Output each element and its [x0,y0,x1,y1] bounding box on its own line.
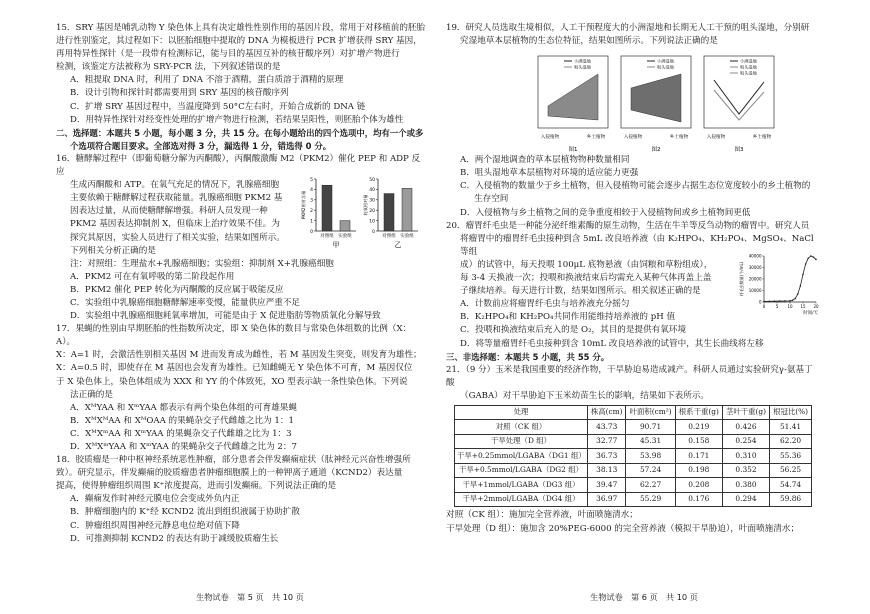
q18-option-b: B．肿瘤细胞内的 K⁺经 KCND2 流出到组织液属于协助扩散 [70,507,300,518]
table-cell: 55.29 [626,492,675,507]
table-cell: 54.74 [770,478,812,493]
chart-title: 甲 [332,240,340,249]
table-cell: 0.171 [675,449,722,464]
q16-charts [300,169,428,251]
q19-option-a: A．两个湿地调查的草本层植物物种数量相同 [460,155,630,166]
q16-stem-1: 16．糖酵解过程中（即葡萄糖分解为丙酮酸），丙酮酸激酶 M2（PKM2）催化 PEP 和 ADP 反应 [56,153,421,178]
q20-option-c: C．投喂和换液结束后充入的是 O₂，其目的是提供有氧环境 [460,325,687,336]
q18-option-d: D．可推测抑制 KCND2 的表达有助于减缓胶质瘤生长 [70,533,279,544]
table-cell: 0.198 [675,463,722,478]
legend-label: 小洲湿地 [740,58,757,64]
question-16 [56,153,428,323]
q17-stem-5: 法正确的是 [70,389,113,400]
y-tick-label: 0 [310,229,313,235]
x-tick-label: 对照组 [382,233,396,239]
table-cell: 43.73 [588,420,626,435]
data-point [807,257,809,259]
q16-option-a: A．PKM2 可在有氧呼吸的第二阶段起作用 [70,271,235,282]
q17-option-c: C．XᴹXᵐAA 和 XᵐYAA 的果蝇杂交子代雌雄之比为 1：3 [70,428,292,439]
data-point [810,255,812,257]
x-axis-label: 时间/天 [803,310,818,316]
legend-label: 咀头湿地 [740,70,757,76]
y-tick-label: 30 [369,198,375,204]
x-category-label: 入侵植物 [706,135,726,141]
y-tick-label: 5 [310,177,313,183]
q16-option-c: C．实验组中乳腺癌细胞糖酵解速率变慢，能量供应严重不足 [70,297,301,308]
legend-label: 小洲湿地 [657,58,674,64]
data-point [815,258,817,260]
gaba-results-table [454,405,812,508]
legend-label: 咀头湿地 [657,64,674,70]
q15-stem-2: 进行性别鉴定，其过程如下：以胚胎细胞中提取的 DNA 为模板进行 PCR 扩增获得 SRY 基因， [56,36,422,47]
table-cell: 0.380 [722,478,769,493]
table-cell: 32.77 [588,434,626,449]
x-tick-label: 5 [775,303,779,309]
table-cell: 0.254 [722,434,769,449]
q20-stem-5: 子继续培养。每天进行计数，结果如图所示。相关叙述正确的是 [460,286,701,297]
table-cell: 干旱+0.25mmol/LGABA（DG1 组） [455,449,588,464]
right-page [446,22,818,536]
question-20 [446,220,818,351]
q16-option-d: D．实验组中乳腺癌细胞耗氧率增加，可能是由于 X 促进脂肪等物质氧化分解导致 [70,311,381,322]
data-point [779,300,781,302]
bar [384,193,394,230]
bar [402,188,412,231]
table-cell: 0.294 [722,492,769,507]
series-line [764,256,816,301]
x-tick-label: 对照组 [320,233,334,239]
x-category-label: 入侵植物 [623,135,643,141]
x-tick-label: 0 [762,303,766,309]
data-point [789,300,791,302]
q20-stem-3: 成）的试管中，每天投喂 100μL 底物悬液（由饲粮和草粉组成）， [460,259,713,270]
table-cell: 0.176 [675,492,722,507]
y-tick-label: 40 [369,188,375,194]
y-tick-label: 0 [372,229,375,235]
q18-option-c: C．肿瘤组织周围神经元静息电位绝对值下降 [70,520,240,531]
q16-stem-7: 下列相关分析正确的是 [70,245,156,256]
table-cell: 0.426 [722,420,769,435]
q15-option-a: A．粗提取 DNA 时，利用了 DNA 不溶于酒精，蛋白质溶于酒精的原理 [70,75,344,86]
data-point [784,300,786,302]
q21-after-2: 干旱处理（D 组）：施加含 20%PEG-6000 的完全营养液（模拟干旱胁迫），叶面喷施清水； [446,523,800,534]
data-point [792,299,794,301]
figure-label: 图2 [651,147,661,154]
bar [340,221,350,231]
table-cell: 53.98 [626,449,675,464]
figure-label: 图3 [734,147,744,154]
q18-option-a: A．癫痫发作时神经元膜电位会变成外负内正 [70,494,240,505]
q15-stem-1: 15．SRY 基因是哺乳动物 Y 染色体上具有决定雄性性别作用的基因片段，常用于对移植前的胚胎 [56,23,426,33]
data-point [794,297,796,299]
data-point [805,263,807,265]
q20-option-a: A．计数前应将瘤胃纤毛虫与培养液充分摇匀 [460,299,630,310]
table-cell: 59.86 [770,492,812,507]
table-cell: 干旱+2mmol/LGABA（DG4 组） [455,492,588,507]
q15-option-d: D．用特异性探针对经变性处理的扩增产物进行检测，若结果呈阳性，则胚胎个体为雄性 [70,114,404,125]
q16-stem-2: 生成丙酮酸和 ATP。在氧气充足的情况下，乳腺癌细胞 [70,180,280,191]
q20-growth-chart [738,252,822,316]
data-point [800,285,802,287]
q17-option-a: A．XᴹYAA 和 XᵐYAA 都表示有两个染色体组的可育雄果蝇 [70,402,297,413]
y-tick-label: 0 [758,299,762,305]
question-18 [56,454,428,546]
q21-after-1: 对照（CK 组）：施加完全营养液，叶面喷施清水； [446,510,638,521]
table-header: 株高(cm) [588,405,626,420]
table-header: 茎叶干重(g) [722,405,769,420]
x-category-label: 乡土植物 [586,135,606,141]
y-tick-label: 2 [310,208,313,214]
table-cell: 对照（CK 组） [455,420,588,435]
table-cell: 0.310 [722,449,769,464]
y-tick-label: 10 [369,219,375,225]
question-21 [446,364,818,536]
q19-stem-2: 究湿地草本层植物的生态位特征，结果如图所示。下列说法正确的是 [460,36,718,47]
y-tick-label: 30000 [748,264,762,270]
table-cell: 55.36 [770,449,812,464]
q15-stem-3: 再用特异性探针（是一段带有检测标记，能与目的基因互补的核苷酸序列）对扩增产物进行 [56,49,400,60]
q15-stem-4: 检测，该鉴定方法被称为 SRY-PCR 法，下列叙述错误的是 [56,62,281,73]
q19-option-c: C．入侵植物的数量少于乡土植物，但入侵植物可能会逐步占据生态位宽度较小的乡土植物的 [460,181,811,192]
table-row [455,434,812,449]
table-cell: 45.31 [626,434,675,449]
data-point [763,300,765,302]
table-header: 叶面积(cm²) [626,405,675,420]
table-cell: 56.25 [770,463,812,478]
q16-option-b: B．PKM2 催化 PEP 转化为丙酮酸的反应属于吸能反应 [70,284,284,295]
q16-stem-6: 探究其原因，实验人员进行了相关实验，结果如图所示。 [70,232,285,243]
q16-stem-4: 因表达过量，从而使糖酵解增强。科研人员发现一种 [70,206,268,217]
table-cell: 57.24 [626,463,675,478]
table-header: 处理 [455,405,588,420]
q17-stem-2: X：A=1 时，会激活性别相关基因 M 进而发育成为雌性，若 M 基因发生突变，则发育为雄性； [56,350,422,361]
question-19 [446,22,818,220]
table-row [455,478,812,493]
table-cell: 38.13 [588,463,626,478]
table-row [455,492,812,507]
bar [322,185,332,231]
x-category-label: 乡土植物 [669,135,689,141]
table-cell: 0.158 [675,434,722,449]
q17-stem-3: X：A=0.5 时，即使存在 M 基因也会发育为雄性。已知雌蝇无 Y 染色体不可育，M 基因仅位 [56,363,413,374]
y-tick-label: 10000 [748,287,762,293]
table-cell: 36.73 [588,449,626,464]
x-category-label: 入侵植物 [540,135,560,141]
y-tick-label: 40000 [748,253,762,259]
q20-stem-4: 每 3-4 天换液一次；投喂和换液结束后均需充入某种气体再盖上盖 [460,273,712,284]
q17-option-d: D．XᴹXᵐYAA 和 XᵐYAA 的果蝇杂交子代雌雄之比为 2：7 [70,442,297,452]
table-cell: 0.352 [722,463,769,478]
table-row [455,420,812,435]
table-cell: 干旱+0.5mmol/LGABA（DG2 组） [455,463,588,478]
table-cell: 36.97 [588,492,626,507]
q19-option-c-cont: 生存空间 [474,194,509,205]
q17-stem-1: 17．果蝇的性别由早期胚胎的性指数所决定，即 X 染色体的数目与常染色体组数的比例（X：A）。 [56,324,412,348]
figure-label: 图1 [568,147,578,154]
y-axis-label: PKM2相对含量 [301,190,306,220]
x-tick-label: 实验组 [400,233,414,239]
x-tick-label: 20 [813,303,819,309]
section-2-title: 二、选择题：本题共 5 小题，每小题 3 分，共 15 分。在每小题给出的四个选项中，均有一个或多 [56,127,424,138]
data-point [797,293,799,295]
table-cell: 51.41 [770,420,812,435]
data-point [774,300,776,302]
q17-option-b: B．XᴹXᴹAA 和 XᴹOAA 的果蝇杂交子代雌雄之比为 1：1 [70,415,294,426]
table-cell: 62.20 [770,434,812,449]
question-17 [56,323,428,454]
y-tick-label: 4 [310,188,313,194]
q18-stem-3: 提高，使得肿瘤组织周围 K⁺浓度提高，进而引发癫痫。下列说法正确的是 [56,481,337,492]
question-15 [56,22,428,127]
table-cell: 0.219 [675,420,722,435]
table-cell: 39.47 [588,478,626,493]
q19-option-d: D．入侵植物与乡土植物之间的竞争重度相较于入侵植物间或乡土植物间更低 [460,207,751,218]
q18-stem-1: 18．胶质瘤是一种中枢神经系统恶性肿瘤，部分患者会伴发癫痫症状（肽神经元兴奋性增强所 [56,455,411,466]
data-point [802,273,804,275]
x-tick-label: 实验组 [338,233,352,239]
table-header: 根冠比(%) [770,405,812,420]
left-page [56,22,428,546]
q17-stem-4: 于 X 染色体上，染色体组成为 XXX 和 YY 的个体致死，XO 型表示缺一条性染色体。下列说 [56,376,408,387]
x-tick-label: 15 [800,303,806,309]
table-body [455,420,812,507]
footer-right: 生物试卷 第 6 页 共 10 页 [590,592,698,602]
q21-stem-2: （GABA）对干旱胁迫下玉米幼苗生长的影响，结果如下表所示。 [460,390,710,401]
y-tick-label: 1 [310,219,313,225]
q21-stem-1: 21．（9 分）玉米是我国重要的经济作物，干旱胁迫易造成减产。科研人员通过实验研究γ-氨基丁酸 [446,364,813,388]
data-point [768,300,770,302]
section-2-title-2: 个选项符合题目要求。全部选对得 3 分，漏选得 1 分，错选得 0 分。 [70,140,332,151]
table-cell: 0.208 [675,478,722,493]
q20-stem-1: 20．瘤胃纤毛虫是一种能分泌纤维素酶的原生动物，生活在牛羊等反刍动物的瘤胃中。研究人员 [446,220,810,231]
y-tick-label: 20000 [748,276,762,282]
q20-option-d: D．将等量瘤胃纤毛虫接种到含 10mL 改良培养液的试管中，其生长曲线将左移 [460,338,764,349]
q16-stem-3: 主要依赖于糖酵解过程获取能量。乳腺癌细胞 PKM2 基 [70,193,283,204]
table-header: 根系干重(g) [675,405,722,420]
legend-label: 小洲湿地 [574,58,591,64]
q18-stem-2: 致）。研究显示，伴发癫痫的胶质瘤患者肿瘤细胞膜上的一种钾离子通道（KCND2）表达量 [56,468,403,479]
q20-option-b: B．K₂HPO₄和 KH₂PO₄共同作用能维持培养液的 pH 值 [460,312,676,323]
q20-stem-2: 将瘤胃中的瘤胃纤毛虫接种到含 5mL 改良培养液（由 K₂HPO₄、KH₂PO₄、MgSO₄、NaCl 等组 [460,233,814,257]
chart-title: 乙 [394,240,402,249]
data-point [813,256,815,258]
q16-note: 注：对照组：生理盐水+乳腺癌细胞；实验组：抑制剂 X+乳腺癌细胞 [70,258,334,269]
q15-option-c: C．扩增 SRY 基因过程中，当温度降到 50°C左右时，开始合成新的 DNA 链 [70,101,366,112]
footer-left: 生物试卷 第 5 页 共 10 页 [196,592,304,602]
table-row [455,449,812,464]
table-cell: 62.27 [626,478,675,493]
table-row [455,463,812,478]
x-category-label: 乡土植物 [752,135,772,141]
x-tick-label: 10 [787,303,793,309]
y-axis-label: 纤毛虫数量(个/mL) [739,261,744,296]
q19-stem-1: 19．研究人员选取生境相似，人工干预程度大的小洲湿地和长期无人工干预的咀头湿地，分别研 [446,23,810,33]
table-cell: 干旱+1mmol/LGABA（DG3 组） [455,478,588,493]
y-axis-label: 耗氧相对量 [363,194,368,216]
q19-option-b: B．咀头湿地草本层植物对环境的适应能力更强 [460,168,639,179]
table-header-row [455,405,812,420]
y-tick-label: 20 [369,208,375,214]
q15-option-b: B．设计引物和探针时都需要用到 SRY 基因的核苷酸序列 [70,88,289,99]
section-3-title: 三、非选择题：本题共 5 小题，共 55 分。 [446,351,610,362]
legend-label: 咀头湿地 [574,64,591,70]
table-cell: 干旱处理（D 组） [455,434,588,449]
y-tick-label: 50 [369,177,375,183]
y-tick-label: 3 [310,198,313,204]
legend-label: 咀头湿地 [740,64,757,70]
table-cell: 90.71 [626,420,675,435]
q16-stem-5: PKM2 基因表达抑制剂 X，但临床上治疗效果不佳。为 [70,219,280,230]
q19-figures [446,50,818,154]
